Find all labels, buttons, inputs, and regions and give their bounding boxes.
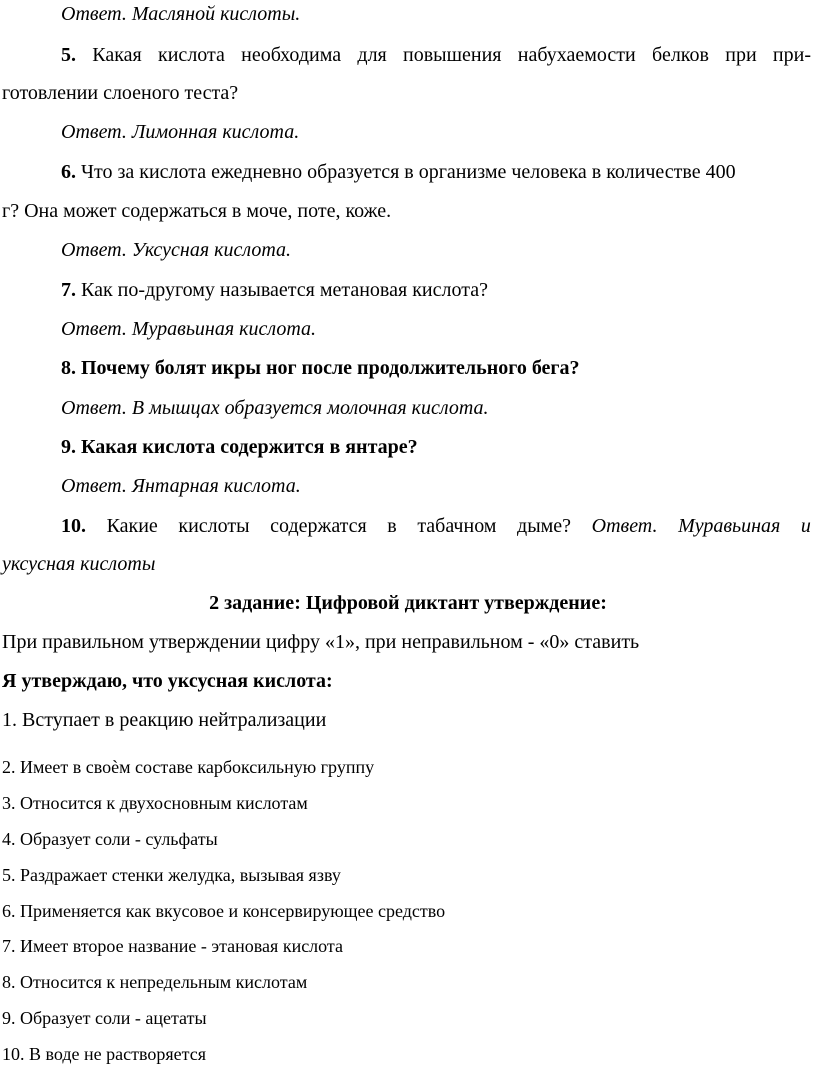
statement-10: 10. В воде не растворяется: [2, 1044, 206, 1064]
question-7: 7. Как по-другому называется метановая кислота?: [61, 279, 488, 301]
statement-8: 8. Относится к непредельным кислотам: [2, 972, 308, 992]
statement-7: 7. Имеет второе название - этановая кислота: [2, 936, 344, 956]
statement-5: 5. Раздражает стенки желудка, вызывая язву: [2, 865, 341, 885]
task-2-lead: Я утверждаю, что уксусная кислота:: [2, 670, 333, 692]
answer-4: Ответ. Масляной кислоты.: [61, 3, 301, 25]
question-9: 9. Какая кислота содержится в янтаре?: [61, 436, 418, 458]
question-8: 8. Почему болят икры ног после продолжительного бега?: [61, 357, 580, 379]
question-10-number: 10.: [61, 515, 86, 537]
question-5-number: 5.: [61, 44, 76, 66]
statement-6: 6. Применяется как вкусовое и консервирующее средство: [2, 901, 446, 921]
statement-3: 3. Относится к двухосновным кислотам: [2, 793, 308, 813]
answer-9: Ответ. Янтарная кислота.: [61, 475, 301, 497]
statement-1: 1. Вступает в реакцию нейтрализации: [2, 709, 327, 731]
question-6-line-2: г? Она может содержаться в моче, поте, коже.: [2, 200, 392, 222]
task-2-instruction: При правильном утверждении цифру «1», при неправильном - «0» ставить: [2, 631, 640, 653]
answer-10-line-2: уксусная кислоты: [2, 553, 156, 575]
question-6-line-1: 6. Что за кислота ежедневно образуется в организме человека в количестве 400: [61, 161, 736, 183]
question-5-line-1: 5. Какая кислота необходима для повышения набухаемости белков при при-: [61, 44, 811, 66]
question-5-line-2: готовлении слоеного теста?: [2, 82, 239, 104]
answer-7: Ответ. Муравьиная кислота.: [61, 318, 317, 340]
answer-8: Ответ. В мышцах образуется молочная кислота.: [61, 397, 489, 419]
statement-4: 4. Образует соли - сульфаты: [2, 829, 218, 849]
statement-9: 9. Образует соли - ацетаты: [2, 1008, 207, 1028]
answer-5: Ответ. Лимонная кислота.: [61, 121, 300, 143]
question-10-line-1: 10. Какие кислоты содержатся в табачном дыме? Ответ. Муравьиная и: [61, 515, 811, 537]
question-7-number: 7.: [61, 279, 76, 301]
task-2-heading: 2 задание: Цифровой диктант утверждение:: [209, 592, 607, 614]
statement-2: 2. Имеет в своѐм составе карбоксильную группу: [2, 757, 375, 777]
answer-6: Ответ. Уксусная кислота.: [61, 239, 292, 261]
question-6-number: 6.: [61, 161, 76, 183]
